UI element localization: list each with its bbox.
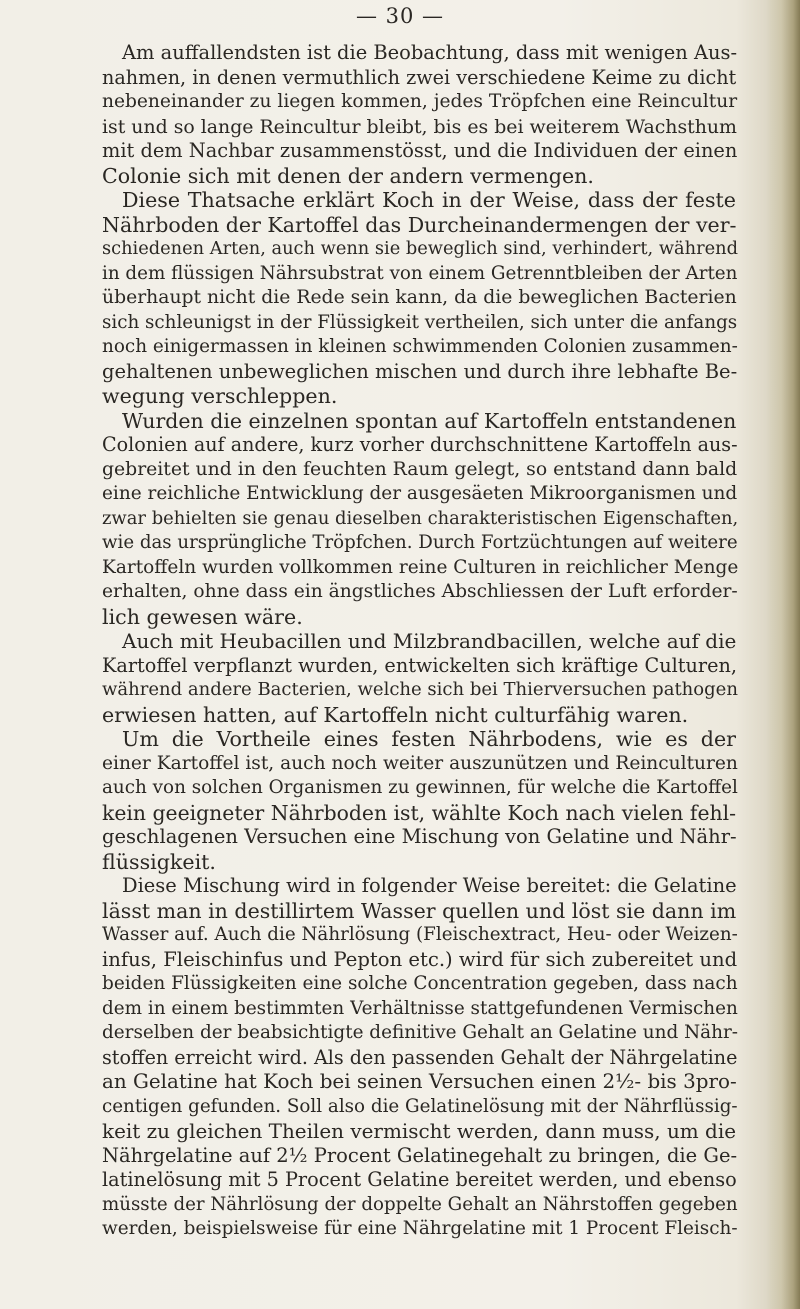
text-line: werden, beispielsweise für eine Nährgelatine mit 1 Procent Fleisch- <box>102 1218 738 1239</box>
text-line: an Gelatine hat Koch bei seinen Versuchen einen 2½- bis 3pro- <box>102 1070 737 1093</box>
body-text <box>84 41 739 1242</box>
text-line: lich gewesen wäre. <box>102 604 303 629</box>
text-line: während andere Bacterien, welche sich bei Thierversuchen pathogen <box>102 679 738 700</box>
text-line: Nährgelatine auf 2½ Procent Gelatinegehalt zu bringen, die Ge- <box>102 1143 738 1167</box>
text-line: Kartoffeln wurden vollkommen reine Culturen in reichlicher Menge <box>102 556 739 578</box>
text-line: zwar behielten sie genau dieselben charakteristischen Eigenschaften, <box>102 507 739 529</box>
text-line: derselben der beabsichtigte definitive Gehalt an Gelatine und Nähr- <box>102 1022 738 1043</box>
text-line: Am auffallendsten ist die Beobachtung, dass mit wenigen Aus- <box>122 41 738 64</box>
text-line: gebreitet und in den feuchten Raum gelegt, so entstand dann bald <box>102 458 738 480</box>
text-line: in dem flüssigen Nährsubstrat von einem Getrenntbleiben der Arten <box>102 262 738 284</box>
text-line: Wurden die einzelnen spontan auf Kartoffeln entstandenen <box>122 408 737 433</box>
text-line: gehaltenen unbeweglichen mischen und durch ihre lebhafte Be- <box>102 359 738 383</box>
text-line: nebeneinander zu liegen kommen, jedes Tröpfchen eine Reincultur <box>102 91 738 112</box>
paragraph <box>84 874 736 1242</box>
text-line: sich schleunigst in der Flüssigkeit vertheilen, sich unter die anfangs <box>102 311 738 333</box>
text-line: wegung verschleppen. <box>102 384 338 408</box>
text-line: wie das ursprüngliche Tröpfchen. Durch Fortzüchtungen auf weitere <box>102 532 738 553</box>
text-line: Diese Thatsache erklärt Koch in der Weise, dass der feste <box>122 188 736 212</box>
paragraph <box>84 188 736 409</box>
text-line: Auch mit Heubacillen und Milzbrandbacillen, welche auf die <box>122 629 737 653</box>
text-line: überhaupt nicht die Rede sein kann, da die beweglichen Bacterien <box>102 287 737 308</box>
text-line: latinelösung mit 5 Procent Gelatine bereitet werden, und ebenso <box>102 1168 737 1191</box>
text-line: müsste der Nährlösung der doppelte Gehalt an Nährstoffen gegeben <box>102 1193 738 1215</box>
text-line: Colonien auf andere, kurz vorher durchschnittene Kartoffeln aus- <box>102 433 738 456</box>
text-line: stoffen erreicht wird. Als den passenden Gehalt der Nährgelatine <box>102 1045 738 1069</box>
paragraph <box>84 408 739 630</box>
text-line: Wasser auf. Auch die Nährlösung (Fleischextract, Heu- oder Weizen- <box>102 924 738 945</box>
text-line: erwiesen hatten, auf Kartoffeln nicht culturfähig waren. <box>102 702 689 727</box>
paragraph <box>84 727 736 874</box>
text-line: Um die Vortheile eines festen Nährbodens, wie es der <box>122 727 736 751</box>
text-line: auch von solchen Organismen zu gewinnen, für welche die Kartoffel <box>102 777 738 798</box>
text-line: Diese Mischung wird in folgender Weise bereitet: die Gelatine <box>122 874 737 897</box>
text-line: nahmen, in denen vermuthlich zwei verschiedene Keime zu dicht <box>102 65 737 89</box>
text-line: einer Kartoffel ist, auch noch weiter auszunützen und Reinculturen <box>102 752 738 774</box>
page-edge-shadow <box>766 0 800 1309</box>
text-line: kein geeigneter Nährboden ist, wählte Koch nach vielen fehl- <box>102 800 736 825</box>
text-line: noch einigermassen in kleinen schwimmenden Colonien zusammen- <box>102 336 738 357</box>
text-line: Colonie sich mit denen der andern vermengen. <box>102 163 594 188</box>
text-line: erhalten, ohne dass ein ängstliches Abschliessen der Luft erforder- <box>102 581 738 602</box>
text-line: infus, Fleischinfus und Pepton etc.) wird für sich zubereitet und <box>102 947 738 971</box>
paragraph <box>84 41 736 188</box>
text-line: schiedenen Arten, auch wenn sie beweglich sind, verhindert, während <box>102 238 738 259</box>
text-line: dem in einem bestimmten Verhältnisse stattgefundenen Vermischen <box>102 997 738 1019</box>
text-line: mit dem Nachbar zusammenstösst, und die Individuen der einen <box>102 139 738 162</box>
page-number: — 30 — <box>355 4 445 28</box>
text-line: eine reichliche Entwicklung der ausgesäeten Mikroorganismen und <box>102 483 738 504</box>
text-line: geschlagenen Versuchen eine Mischung von Gelatine und Nähr- <box>102 825 737 848</box>
text-line: flüssigkeit. <box>102 849 216 874</box>
text-line: lässt man in destillirtem Wasser quellen und löst sie dann im <box>102 898 737 923</box>
text-line: keit zu gleichen Theilen vermischt werden, dann muss, um die <box>102 1119 736 1143</box>
text-line: Nährboden der Kartoffel das Durcheinandermengen der ver- <box>102 212 737 237</box>
text-line: ist und so lange Reincultur bleibt, bis es bei weiterem Wachsthum <box>102 115 737 138</box>
paragraph <box>84 629 736 727</box>
text-line: Kartoffel verpflanzt wurden, entwickelten sich kräftige Culturen, <box>102 653 737 677</box>
text-line: centigen gefunden. Soll also die Gelatinelösung mit der Nährflüssig- <box>102 1095 738 1117</box>
text-line: beiden Flüssigkeiten eine solche Concentration gegeben, dass nach <box>102 973 738 994</box>
